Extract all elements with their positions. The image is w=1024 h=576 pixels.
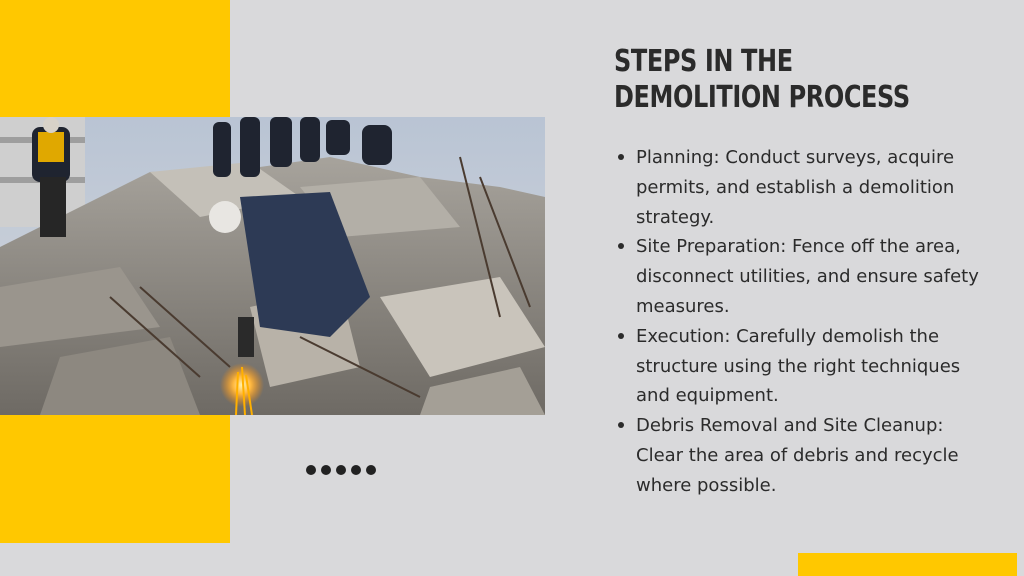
bullet-icon (618, 333, 624, 339)
bullet-icon (618, 422, 624, 428)
pagination-dot (351, 465, 361, 475)
pagination-dot (306, 465, 316, 475)
bullet-text: Debris Removal and Site Cleanup: Clear the area of debris and recycle where possible. (636, 415, 959, 496)
bullet-item (614, 411, 984, 500)
bullet-text: Execution: Carefully demolish the structure using the right techniques and equipment. (636, 325, 961, 407)
accent-corner-bar (798, 553, 1017, 576)
pagination-dot (321, 465, 331, 475)
bullet-list (614, 143, 984, 501)
bullet-text: Planning: Conduct surveys, acquire permits, and establish a demolition strategy. (636, 147, 955, 228)
bullet-text: Site Preparation: Fence off the area, disconnect utilities, and ensure safety measures. (636, 236, 979, 317)
bullet-item (614, 322, 984, 411)
pagination-dots (306, 465, 376, 475)
demolition-photo (0, 117, 545, 415)
bullet-icon (618, 243, 624, 249)
pagination-dot (366, 465, 376, 475)
bullet-icon (618, 154, 624, 160)
slide-title: STEPS IN THE DEMOLITION PROCESS (614, 44, 910, 115)
bullet-item (614, 143, 984, 232)
bullet-item (614, 232, 984, 321)
pagination-dot (336, 465, 346, 475)
